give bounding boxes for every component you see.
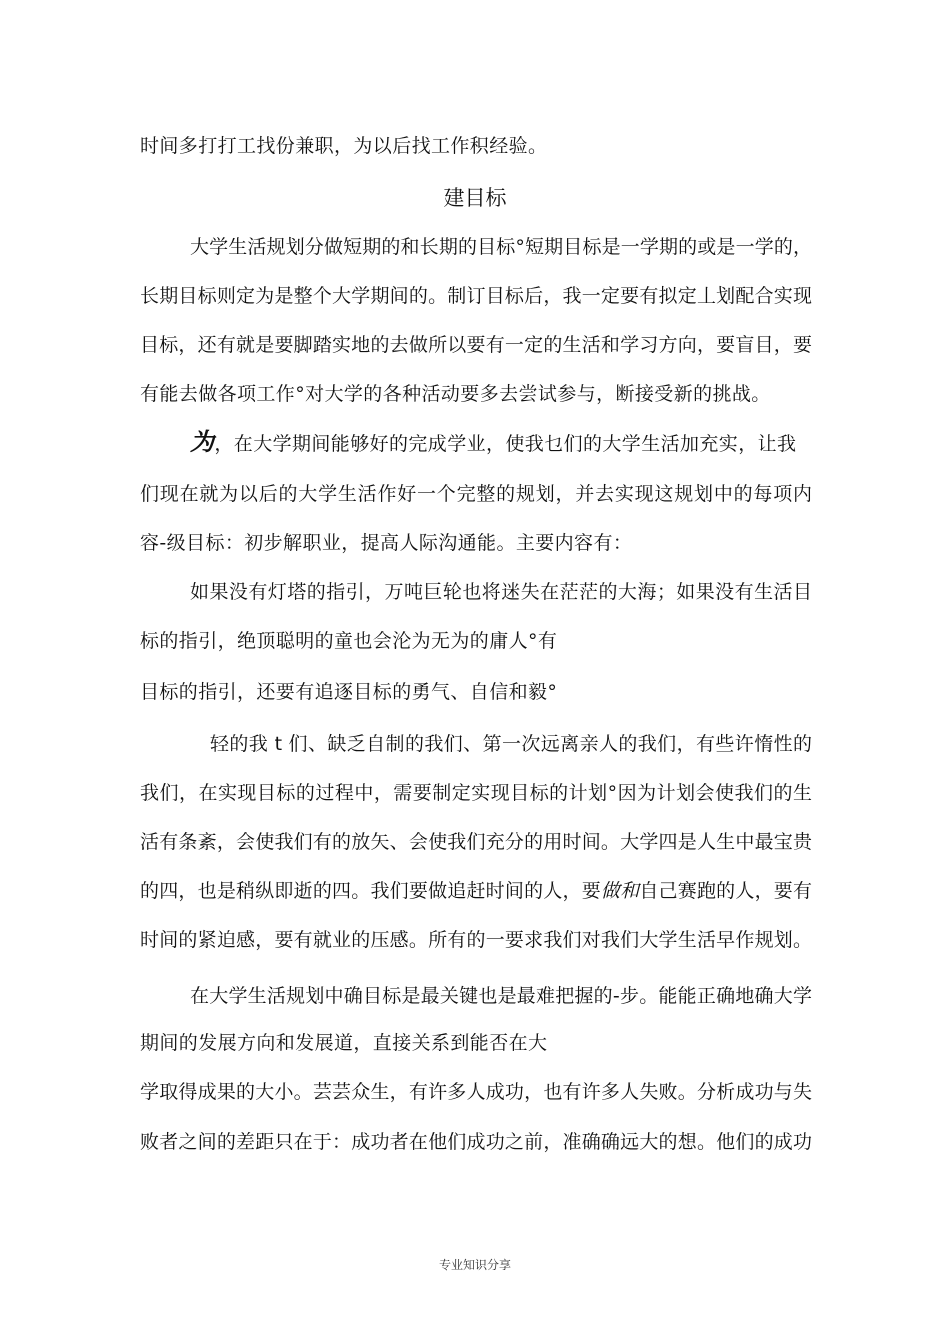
text-segment: 的四，也是稍纵即逝的四。我们要做追赶时间的人，要 xyxy=(140,880,601,902)
text-line: 容-级目标：初步解职业，提高人际沟通能。主要内容有： xyxy=(140,532,633,554)
italic-segment: 做和 xyxy=(600,880,640,902)
emphasis-char: 为 xyxy=(190,428,215,456)
text-line: 在大学生活规划中确目标是最关键也是最难把握的-步。能能正确地确大学 xyxy=(190,985,812,1007)
text-line xyxy=(140,879,812,903)
page-footer: 专业知识分享 xyxy=(438,1258,511,1272)
text-line: 我们，在实现目标的过程中，需要制定实现目标的计划°因为计划会使我们的生 xyxy=(140,782,812,804)
text-line: 时间的紧迫感，要有就业的压感。所有的一要求我们对我们大学生活早作规划。 xyxy=(140,929,812,951)
text-line: 时间多打打工找份兼职，为以后找工作积经验。 xyxy=(140,135,548,157)
text-line: 大学生活规划分做短期的和长期的目标°短期目标是一学期的或是一学的， xyxy=(190,236,812,258)
text-line: 活有条紊，会使我们有的放矢、会使我们充分的用时间。大学四是人生中最宝贵 xyxy=(140,831,812,853)
text-line: 目标的指引，还要有追逐目标的勇气、自信和毅° xyxy=(140,681,558,703)
text-line xyxy=(190,430,796,456)
section-heading: 建目标 xyxy=(443,186,507,210)
text-line: 如果没有灯塔的指引，万吨巨轮也将迷失在茫茫的大海；如果没有生活目 xyxy=(190,581,812,603)
text-segment: ，在大学期间能够好的完成学业，使我乜们的大学生活加充实，让我 xyxy=(214,433,797,455)
text-line: 目标，还有就是要脚踏实地的去做所以要有一定的生活和学习方向，要盲目，要 xyxy=(140,334,812,356)
text-line: 轻的我 t 们、缺乏自制的我们、第一次远离亲人的我们，有些许惰性的 xyxy=(210,733,812,755)
text-line: 学取得成果的大小。芸芸众生，有许多人成功，也有许多人失败。分析成功与失 xyxy=(140,1081,812,1103)
text-line: 们现在就为以后的大学生活作好一个完整的规划，并去实现这规划中的每项内 xyxy=(140,483,812,505)
text-line: 长期目标则定为是整个大学期间的。制订目标后，我一定要有拟定丄划配合实现 xyxy=(140,285,812,307)
text-line: 期间的发展方向和发展道，直接关系到能否在大 xyxy=(140,1032,548,1054)
text-line: 标的指引，绝顶聪明的童也会沦为无为的庸人°有 xyxy=(140,630,558,652)
text-line: 有能去做各项工作°对大学的各种活动要多去尝试参与，断接受新的挑战。 xyxy=(140,383,771,405)
text-segment: 自己赛跑的人，要有 xyxy=(639,880,812,902)
text-line: 败者之间的差距只在于：成功者在他们成功之前，准确确远大的想。他们的成功 xyxy=(140,1131,812,1153)
